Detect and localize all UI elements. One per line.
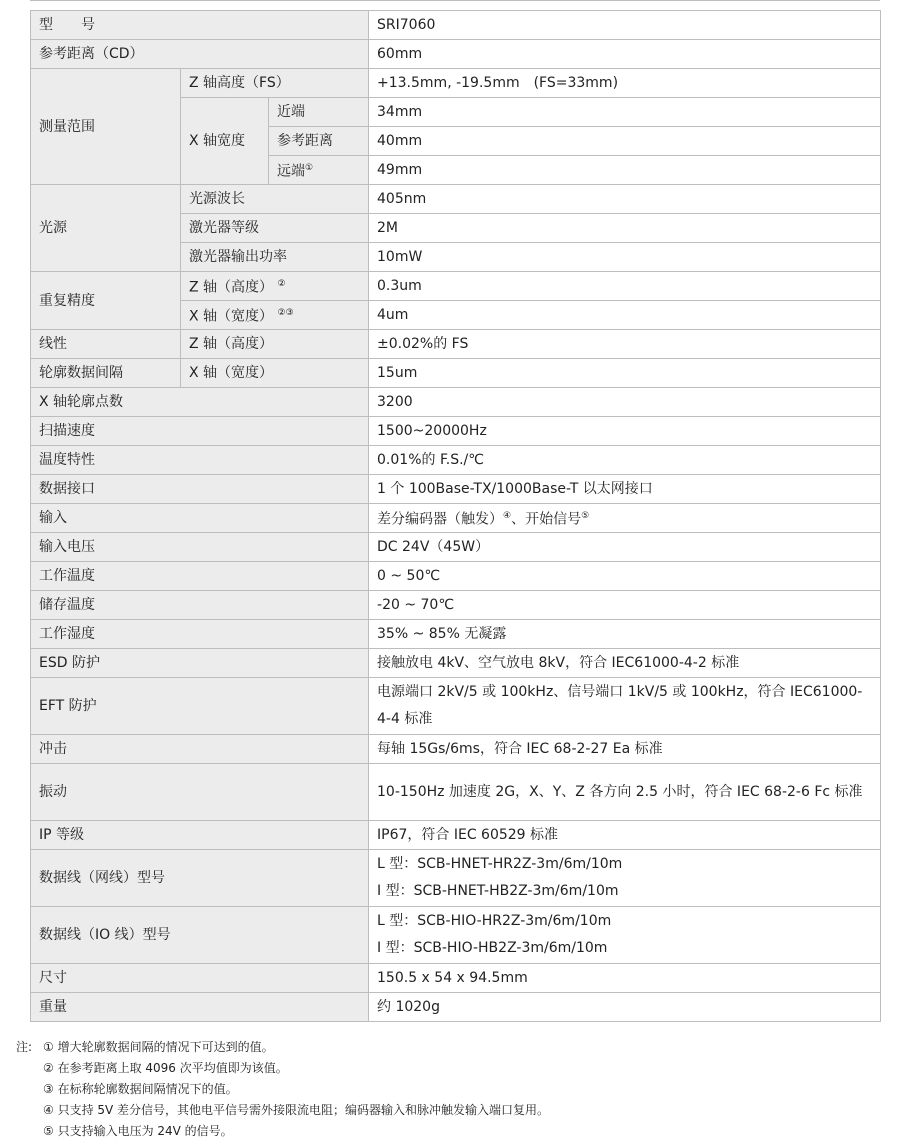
points-label: X 轴轮廓点数 [31,388,369,417]
table-row [31,417,881,446]
top-rule [30,0,880,1]
interface-label: 数据接口 [31,475,369,504]
weight-label: 重量 [31,993,369,1022]
eft-label: EFT 防护 [31,678,369,735]
table-row [31,40,881,69]
table-row [31,678,881,735]
io-cable-value [369,907,881,964]
ip-value: IP67，符合 IEC 60529 标准 [369,821,881,850]
input-label: 输入 [31,504,369,533]
input-value-b: 、开始信号 [511,511,582,528]
interface-value: 1 个 100Base-TX/1000Base-T 以太网接口 [369,475,881,504]
near-value: 34mm [369,98,881,127]
io-cable-i: I 型：SCB-HIO-HB2Z-3m/6m/10m [377,940,608,956]
vib-label: 振动 [31,764,369,821]
humidity-label: 工作湿度 [31,620,369,649]
op-temp-label: 工作温度 [31,562,369,591]
range-label: 测量范围 [31,69,181,185]
table-row [31,504,881,533]
shock-label: 冲击 [31,735,369,764]
footnote-2: ② 在参考距离上取 4096 次平均值即为该值。 [43,1061,288,1075]
table-row [31,850,881,907]
z-height-value: +13.5mm, -19.5mm (FS=33mm) [369,69,881,98]
esd-value: 接触放电 4kV、空气放电 8kV，符合 IEC61000-4-2 标准 [369,649,881,678]
table-row [31,11,881,40]
repeat-z-value: 0.3um [369,272,881,301]
wavelength-value: 405nm [369,185,881,214]
z-height-label: Z 轴高度（FS） [181,69,369,98]
table-row [31,764,881,821]
laser-power-label: 激光器输出功率 [181,243,369,272]
far-footnote-mark: ① [305,163,314,174]
footnote-3: ③ 在标称轮廓数据间隔情况下的值。 [43,1082,238,1096]
footnotes [16,1037,549,1142]
net-cable-label: 数据线（网线）型号 [31,850,369,907]
table-row [31,821,881,850]
esd-label: ESD 防护 [31,649,369,678]
far-value: 49mm [369,156,881,185]
table-row [31,359,881,388]
vib-value: 10-150Hz 加速度 2G，X、Y、Z 各方向 2.5 小时，符合 IEC 68-2-6 Fc 标准 [369,764,881,821]
wavelength-label: 光源波长 [181,185,369,214]
size-label: 尺寸 [31,964,369,993]
laser-class-value: 2M [369,214,881,243]
input-value-a: 差分编码器（触发） [377,511,504,528]
net-cable-l: L 型：SCB-HNET-HR2Z-3m/6m/10m [377,856,623,872]
table-row [31,533,881,562]
st-temp-label: 储存温度 [31,591,369,620]
temp-char-label: 温度特性 [31,446,369,475]
table-row [31,649,881,678]
shock-value: 每轴 15Gs/6ms，符合 IEC 68-2-27 Ea 标准 [369,735,881,764]
light-label: 光源 [31,185,181,272]
ref-label: 参考距离 [269,127,369,156]
laser-class-label: 激光器等级 [181,214,369,243]
laser-power-value: 10mW [369,243,881,272]
table-row [31,907,881,964]
input-mark-b: ⑤ [581,511,590,522]
io-cable-label: 数据线（IO 线）型号 [31,907,369,964]
cd-value: 60mm [369,40,881,69]
repeat-label: 重复精度 [31,272,181,330]
table-row [31,964,881,993]
footnote-5: ⑤ 只支持输入电压为 24V 的信号。 [43,1124,233,1138]
linearity-sub: Z 轴（高度） [181,330,369,359]
repeat-z-mark: ② [277,279,286,290]
interval-label: 轮廓数据间隔 [31,359,181,388]
repeat-z-text: Z 轴（高度） [189,279,274,296]
table-row [31,591,881,620]
ip-label: IP 等级 [31,821,369,850]
temp-char-value: 0.01%的 F.S./℃ [369,446,881,475]
input-value [369,504,881,533]
far-label [269,156,369,185]
interval-value: 15um [369,359,881,388]
model-value: SRI7060 [369,11,881,40]
table-row [31,735,881,764]
table-row [31,475,881,504]
repeat-x-text: X 轴（宽度） [189,308,274,325]
st-temp-value: -20 ~ 70℃ [369,591,881,620]
table-row [31,388,881,417]
table-row [31,562,881,591]
table-row [31,993,881,1022]
repeat-x-label [181,301,369,330]
scan-value: 1500~20000Hz [369,417,881,446]
table-row [31,185,881,214]
repeat-x-value: 4um [369,301,881,330]
footnote-1-text: ① 增大轮廓数据间隔的情况下可达到的值。 [43,1040,274,1054]
repeat-x-mark: ②③ [277,308,294,319]
model-label: 型 号 [31,11,369,40]
table-row [31,330,881,359]
far-label-text: 远端 [277,163,305,180]
repeat-z-label [181,272,369,301]
ref-value: 40mm [369,127,881,156]
eft-value: 电源端口 2kV/5 或 100kHz、信号端口 1kV/5 或 100kHz，符合 IEC61000-4-4 标准 [369,678,881,735]
scan-label: 扫描速度 [31,417,369,446]
voltage-label: 输入电压 [31,533,369,562]
table-row [31,69,881,98]
linearity-label: 线性 [31,330,181,359]
cd-label: 参考距离（CD） [31,40,369,69]
x-width-label: X 轴宽度 [181,98,269,185]
footnote-4: ④ 只支持 5V 差分信号，其他电平信号需外接限流电阻；编码器输入和脉冲触发输入端口复用。 [43,1103,550,1117]
net-cable-i: I 型：SCB-HNET-HB2Z-3m/6m/10m [377,883,619,899]
spec-table [30,10,881,1022]
footnote-prefix: 注: [16,1040,33,1054]
near-label: 近端 [269,98,369,127]
linearity-value: ±0.02%的 FS [369,330,881,359]
interval-sub: X 轴（宽度） [181,359,369,388]
footnote-1 [16,1037,549,1058]
table-row [31,446,881,475]
op-temp-value: 0 ~ 50℃ [369,562,881,591]
table-row [31,620,881,649]
size-value: 150.5 x 54 x 94.5mm [369,964,881,993]
weight-value: 约 1020g [369,993,881,1022]
input-mark-a: ④ [503,511,512,522]
points-value: 3200 [369,388,881,417]
table-row [31,272,881,301]
io-cable-l: L 型：SCB-HIO-HR2Z-3m/6m/10m [377,913,612,929]
net-cable-value [369,850,881,907]
voltage-value: DC 24V（45W） [369,533,881,562]
humidity-value: 35% ~ 85% 无凝露 [369,620,881,649]
